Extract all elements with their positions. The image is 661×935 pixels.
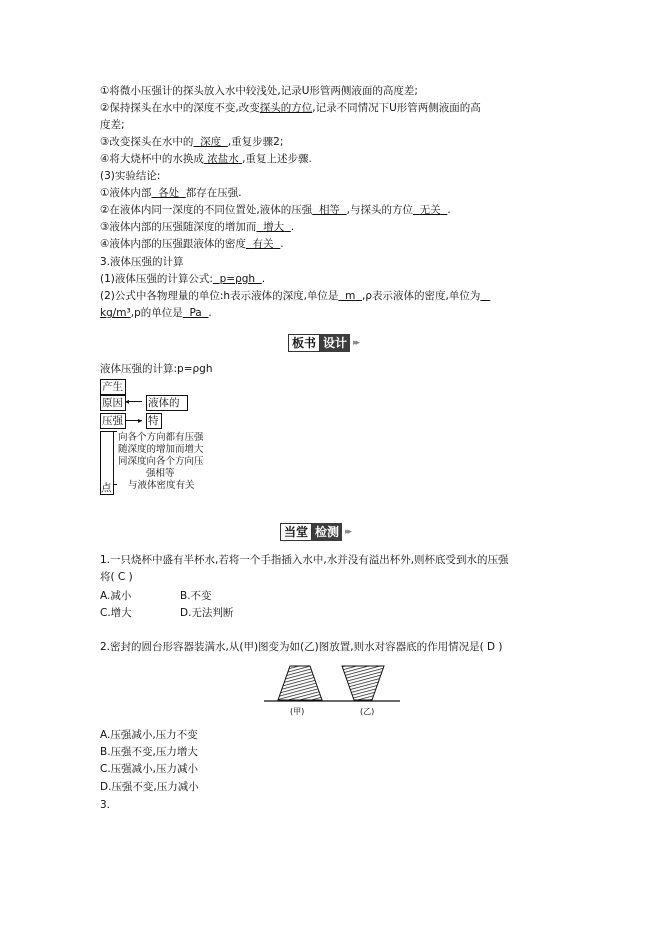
q1-stem: 1.一只烧杯中盛有半杯水,若将一个手指插入水中,水并没有溢出杯外,则杯底受到水的压强 bbox=[100, 554, 509, 566]
brace bbox=[113, 431, 117, 485]
q2-option-a: A.压强减小,压力不变 bbox=[100, 729, 198, 741]
feature-4: 与液体密度有关 bbox=[128, 480, 195, 491]
feature-label: 特 bbox=[146, 413, 162, 429]
feature-char: 点 bbox=[101, 482, 112, 494]
conclusion-3: ③液体内部的压强随深度的增加而 增大 . bbox=[100, 221, 295, 233]
units-line: (2)公式中各物理量的单位:h表示液体的深度,单位是 m ,ρ表示液体的密度,单位为 bbox=[100, 290, 481, 302]
containers-figure bbox=[262, 660, 402, 720]
q2-option-d: D.压强不变,压力减小 bbox=[100, 781, 199, 793]
q1-stem-cont: 将( C ) bbox=[100, 571, 133, 583]
conclusion-2: ②在液体内同一深度的不同位置处,液体的压强 相等 ,与探头的方位 无关 . bbox=[100, 204, 451, 216]
q1-option-d: D.无法判断 bbox=[180, 607, 234, 619]
cause-value: 液体的 bbox=[146, 395, 188, 411]
step-4: ④将大烧杯中的水换成 浓盐水 ,重复上述步骤. bbox=[100, 153, 312, 165]
q1-option-c: C.增大 bbox=[100, 607, 132, 619]
feature-1: 向各个方向都有压强 bbox=[118, 432, 204, 443]
q1-option-a: A.减小 bbox=[100, 590, 132, 602]
formula-line: (1)液体压强的计算公式: p=ρgh . bbox=[100, 273, 266, 285]
conclusion-4: ④液体内部的压强跟液体的密度 有关 . bbox=[100, 238, 284, 250]
q2-stem: 2.密封的圆台形容器装满水,从(甲)图变为如(乙)图放置,则水对容器底的作用情况是( D ) bbox=[100, 641, 503, 653]
q2-option-b: B.压强不变,压力增大 bbox=[100, 746, 198, 758]
feature-3-cont: 强相等 bbox=[146, 468, 175, 479]
label-a: (甲) bbox=[290, 707, 305, 716]
container-a-shape bbox=[278, 666, 322, 700]
step-3: ③改变探头在水中的 深度 ,重复步骤2; bbox=[100, 136, 284, 148]
feature-3: 同深度向各个方向压 bbox=[118, 456, 204, 467]
double-arrow-icon: ▸▸ bbox=[353, 338, 359, 348]
arrow-left-icon: ◂ bbox=[125, 397, 130, 406]
pressure-label: 压强 bbox=[100, 413, 126, 429]
label-b: (乙) bbox=[360, 707, 375, 716]
step-1: ①将微小压强计的探头放入水中较浅处,记录U形管两侧液面的高度差; bbox=[100, 85, 418, 97]
units-line-cont: kg/m³,p的单位是 Pa . bbox=[100, 307, 212, 319]
blackboard-design-banner: 板书 设计 ▸▸ bbox=[288, 334, 358, 352]
container-b-shape bbox=[342, 666, 384, 700]
board-formula: 液体压强的计算:p=ρgh bbox=[100, 363, 213, 375]
classroom-check-banner: 当堂 检测 ▸▸ bbox=[280, 523, 350, 541]
step-2-cont: 度差; bbox=[100, 119, 125, 131]
q1-option-b: B.不变 bbox=[180, 590, 212, 602]
double-arrow-icon: ▸▸ bbox=[345, 527, 351, 537]
conclusion-1: ①液体内部 各处 都存在压强. bbox=[100, 187, 242, 199]
conclusion-heading: (3)实验结论: bbox=[100, 170, 161, 182]
step-2: ②保持探头在水中的深度不变,改变探头的方位,记录不同情况下U形管两侧液面的高 bbox=[100, 102, 481, 114]
q3-stem: 3. bbox=[100, 799, 111, 811]
cause-label-2: 原因 bbox=[100, 395, 126, 411]
section-3-heading: 3.液体压强的计算 bbox=[100, 256, 184, 268]
feature-2: 随深度的增加而增大 bbox=[118, 444, 204, 455]
q2-option-c: C.压强减小,压力减小 bbox=[100, 763, 199, 775]
cause-label-1: 产生 bbox=[100, 379, 126, 395]
arrow-right-icon: ▸ bbox=[138, 416, 143, 425]
